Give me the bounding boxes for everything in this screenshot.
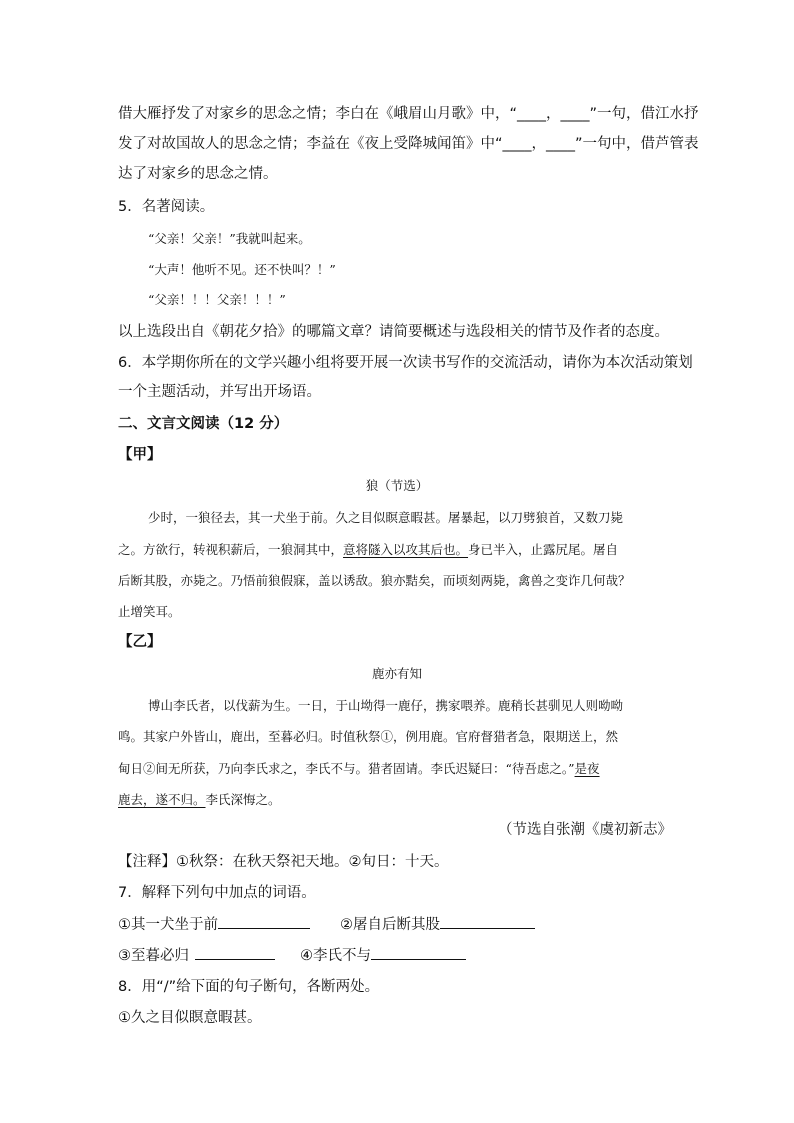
answer-blank-4[interactable] (371, 945, 466, 960)
passage-jia-label: 【甲】 (118, 447, 162, 463)
notes: 【注释】①秋祭：在秋天祭祀天地。②旬日：十天。 (118, 854, 449, 870)
q7-item-4: ④李氏不与 (300, 948, 371, 964)
underlined-phrase-start: 是夜 (574, 761, 600, 776)
q4-continuation-line-1: 借大雁抒发了对家乡的思念之情；李白在《峨眉山月歌》中，“____，____”一句，借江水抒 (118, 106, 699, 122)
q6-line-1: 6．本学期你所在的文学兴趣小组将要开展一次读书写作的交流活动，请你为本次活动策划 (118, 355, 693, 371)
passage-jia-line-3: 后断其股，亦毙之。乃悟前狼假寐，盖以诱敌。狼亦黠矣，而顷刻两毙，禽兽之变诈几何哉？ (118, 573, 631, 588)
q4-continuation-line-2: 发了对故国故人的思念之情；李益在《夜上受降城闻笛》中“____，____”一句中，借芦管表 (118, 136, 699, 152)
q5-quote-2: “大声！他听不见。还不快叫？！” (148, 262, 336, 277)
passage-yi-line-3-text: 甸日②间无所获，乃向李氏求之，李氏不与。猎者固请。李氏迟疑曰：“待吾虑之。” (118, 761, 575, 776)
passage-jia-line-2-text-a: 之。方欲行，转视积薪后，一狼洞其中， (118, 542, 344, 557)
passage-jia-line-2 (118, 540, 618, 560)
underlined-sentence: 意将隧入以攻其后也。 (343, 542, 469, 557)
q7-item-3: ③至暮必归 (118, 948, 189, 964)
q7-row-2 (118, 945, 466, 966)
answer-blank-2[interactable] (440, 914, 535, 929)
answer-blank-1[interactable] (218, 914, 310, 929)
passage-yi-line-2: 鸣。其家户外皆山，鹿出，至暮必归。时值秋祭①，例用鹿。官府督猎者急，限期送上，然 (118, 729, 619, 744)
underlined-phrase-end: 鹿去，遂不归。 (118, 792, 206, 807)
passage-yi-label: 【乙】 (118, 634, 162, 650)
passage-jia-line-2-text-b: 身已半入，止露尻尾。屠自 (468, 542, 619, 557)
q7-item-2: ②屠自后断其股 (340, 917, 440, 933)
q5-question: 以上选段出自《朝花夕拾》的哪篇文章？请简要概述与选段相关的情节及作者的态度。 (118, 324, 669, 340)
passage-yi-line-4-text: 李氏深悔之。 (205, 792, 281, 807)
q7-title: 7．解释下列句中加点的词语。 (118, 885, 316, 901)
passage-jia-line-1: 少时，一狼径去，其一犬坐于前。久之目似瞑意暇甚。屠暴起，以刀劈狼首，又数刀毙 (148, 510, 624, 525)
passage-jia-line-4: 止增笑耳。 (118, 604, 181, 619)
passage-source: （节选自张潮《虞初新志》 (498, 822, 672, 838)
q8-title: 8．用“/”给下面的句子断句，各断两处。 (118, 979, 380, 995)
answer-blank-3[interactable] (195, 945, 275, 960)
q5-title: 5．名著阅读。 (118, 199, 215, 215)
q5-quote-1: “父亲！父亲！”我就叫起来。 (148, 231, 311, 246)
passage-yi-line-3 (118, 759, 600, 779)
q5-quote-3: “父亲！！！父亲！！！” (148, 292, 286, 307)
passage-yi-line-4 (118, 790, 281, 810)
passage-yi-title: 鹿亦有知 (371, 666, 422, 681)
passage-yi-line-1: 博山李氏者，以伐薪为生。一日，于山坳得一鹿仔，携家喂养。鹿稍长甚驯见人则呦呦 (148, 698, 624, 713)
q7-row-1 (118, 914, 535, 935)
q7-item-1: ①其一犬坐于前 (118, 917, 218, 933)
q6-line-2: 一个主题活动，并写出开场语。 (118, 384, 321, 400)
section-heading: 二、文言文阅读（12 分） (118, 416, 289, 432)
passage-jia-title: 狼（节选） (365, 478, 429, 493)
q8-item-1: ①久之目似瞑意暇甚。 (118, 1010, 262, 1026)
q4-continuation-line-3: 达了对家乡的思念之情。 (118, 166, 278, 182)
